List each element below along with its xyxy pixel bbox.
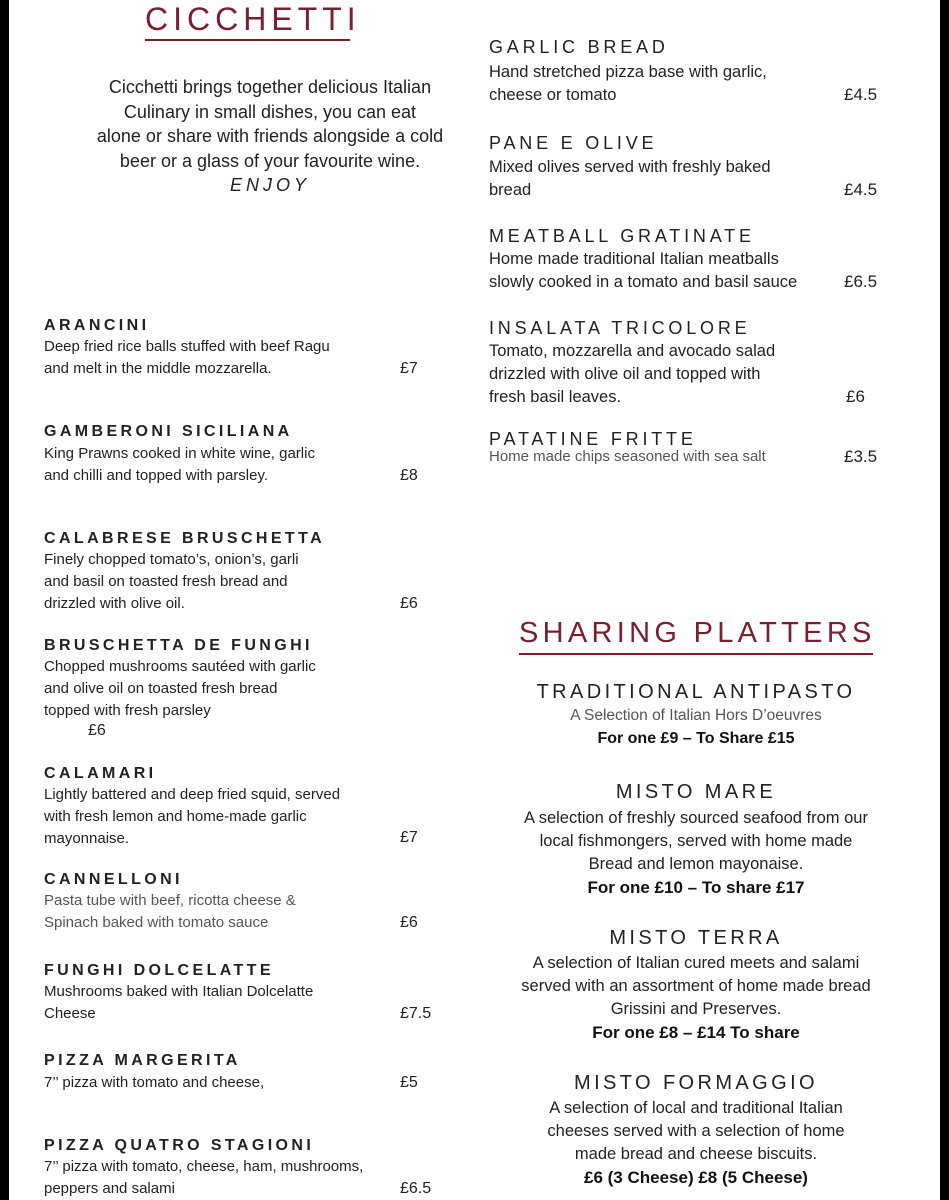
desc-line: topped with fresh parsley xyxy=(44,702,211,719)
desc-line: and chilli and topped with parsley. xyxy=(44,467,269,484)
intro-line: alone or share with friends alongside a cold xyxy=(96,126,444,146)
menu-item-price: £3.5 xyxy=(844,447,878,466)
sharing-platters-title: SHARING PLATTERS xyxy=(519,615,873,655)
menu-item-desc xyxy=(489,61,767,107)
menu-item-name: MEATBALL GRATINATE xyxy=(489,226,755,246)
platter xyxy=(500,1071,892,1189)
platter-name: MISTO MARE xyxy=(615,781,777,803)
menu-item-price: £7 xyxy=(400,360,418,377)
menu-item-price: £6 xyxy=(400,914,418,931)
platter-desc xyxy=(500,1097,892,1166)
platter-name: TRADITIONAL ANTIPASTO xyxy=(536,681,856,703)
desc-line: drizzled with olive oil. xyxy=(44,595,185,612)
desc-line: and melt in the middle mozzarella. xyxy=(44,360,272,377)
intro-line: Cicchetti brings together delicious Italian xyxy=(108,77,432,97)
desc-line: cheeses served with a selection of home xyxy=(547,1122,845,1140)
desc-line: Grissini and Preserves. xyxy=(610,1000,782,1018)
intro-line: beer or a glass of your favourite wine. xyxy=(119,150,421,171)
desc-line: Mixed olives served with freshly baked xyxy=(489,158,771,176)
menu-item-desc xyxy=(44,549,299,615)
menu-item-price: £4.5 xyxy=(844,180,878,199)
menu-item-price: £7 xyxy=(400,829,418,846)
platter-name: MISTO TERRA xyxy=(609,927,783,949)
menu-item-price: £7.5 xyxy=(400,1005,432,1022)
menu-item-price: £6 xyxy=(400,595,418,612)
desc-line: mayonnaise. xyxy=(44,830,130,847)
desc-line: local fishmongers, served with home made xyxy=(539,832,853,850)
desc-line: peppers and salami xyxy=(44,1180,175,1197)
desc-line: and basil on toasted fresh bread and xyxy=(44,573,288,590)
desc-line: slowly cooked in a tomato and basil sauce xyxy=(489,273,798,291)
desc-line: Deep fried rice balls stuffed with beef Ragu xyxy=(44,338,330,355)
platter-desc xyxy=(500,952,892,1021)
cicchetti-intro xyxy=(80,75,460,198)
menu-item-name: GAMBERONI SICILIANA xyxy=(44,423,293,440)
menu-item-desc xyxy=(44,1156,363,1200)
menu-item-desc xyxy=(44,336,330,380)
menu-item-desc xyxy=(44,1072,264,1094)
menu-item-desc xyxy=(44,784,340,850)
menu-item-name: GARLIC BREAD xyxy=(489,37,669,57)
desc-line: Bread and lemon mayonaise. xyxy=(588,855,804,873)
menu-item-desc xyxy=(489,446,766,468)
platter xyxy=(500,926,892,1044)
menu-item-price: £4.5 xyxy=(844,85,878,104)
platter-price: For one £10 – To share £17 xyxy=(587,878,805,897)
menu-item-price: £6.5 xyxy=(400,1180,432,1197)
desc-line: drizzled with olive oil and topped with xyxy=(489,365,761,383)
menu-item-desc xyxy=(44,890,296,934)
desc-line: A selection of local and traditional Italian xyxy=(549,1099,843,1117)
platter-name: MISTO FORMAGGIO xyxy=(574,1072,818,1094)
desc-line: Lightly battered and deep fried squid, served xyxy=(44,786,341,803)
desc-line: Hand stretched pizza base with garlic, xyxy=(489,63,767,81)
menu-item-name: CALAMARI xyxy=(44,765,157,782)
desc-line: A selection of Italian cured meets and salami xyxy=(532,954,860,972)
platter-price: For one £8 – £14 To share xyxy=(592,1023,800,1042)
cicchetti-title: CICCHETTI xyxy=(145,1,350,41)
desc-line: bread xyxy=(489,181,532,199)
platter-desc: A Selection of Italian Hors D’oeuvres xyxy=(570,707,822,724)
menu-item-price: £6 xyxy=(846,387,865,406)
desc-line: Spinach baked with tomato sauce xyxy=(44,914,269,931)
desc-line: Cheese xyxy=(44,1005,96,1022)
menu-item-name: PIZZA QUATRO STAGIONI xyxy=(44,1137,315,1154)
desc-line: Home made chips seasoned with sea salt xyxy=(489,448,766,465)
menu-item-name: CALABRESE BRUSCHETTA xyxy=(44,530,326,547)
desc-line: cheese or tomato xyxy=(489,86,617,104)
platter-desc xyxy=(500,807,892,876)
menu-item-price: £8 xyxy=(400,467,418,484)
menu-item-price: £5 xyxy=(400,1074,418,1091)
menu-item-desc xyxy=(489,156,771,202)
desc-line: A selection of freshly sourced seafood from our xyxy=(524,809,868,827)
desc-line: Chopped mushrooms sautéed with garlic xyxy=(44,658,316,675)
menu-item-price: £6.5 xyxy=(844,272,878,291)
menu-item-name: PATATINE FRITTE xyxy=(489,429,697,449)
platter xyxy=(500,680,892,750)
desc-line: with fresh lemon and home-made garlic xyxy=(44,808,307,825)
menu-item-name: FUNGHI DOLCELATTE xyxy=(44,962,274,979)
menu-item-name: PANE E OLIVE xyxy=(489,133,658,153)
menu-item-desc xyxy=(489,248,797,294)
desc-line: fresh basil leaves. xyxy=(489,388,622,406)
desc-line: made bread and cheese biscuits. xyxy=(574,1145,818,1163)
menu-item-price: £6 xyxy=(88,722,106,739)
intro-line: Culinary in small dishes, you can eat xyxy=(123,101,417,122)
desc-line: Mushrooms baked with Italian Dolcelatte xyxy=(44,983,314,1000)
menu-item-desc xyxy=(489,340,775,409)
menu-item-name: INSALATA TRICOLORE xyxy=(489,318,751,338)
desc-line: and olive oil on toasted fresh bread xyxy=(44,680,278,697)
platter-price: For one £9 – To Share £15 xyxy=(597,730,795,747)
desc-line: Home made traditional Italian meatballs xyxy=(489,250,779,268)
desc-line: 7’’ pizza with tomato, cheese, ham, mushrooms, xyxy=(44,1158,364,1175)
menu-item-name: BRUSCHETTA DE FUNGHI xyxy=(44,637,313,654)
desc-line: Pasta tube with beef, ricotta cheese & xyxy=(44,892,296,909)
platter xyxy=(500,780,892,899)
platter-price: £6 (3 Cheese) £8 (5 Cheese) xyxy=(584,1168,808,1187)
enjoy-text: ENJOY xyxy=(229,175,310,195)
left-border xyxy=(0,0,9,1200)
menu-item-name: CANNELLONI xyxy=(44,871,183,888)
desc-line: Finely chopped tomato’s, onion’s, garli xyxy=(44,551,299,568)
desc-line: served with an assortment of home made bread xyxy=(521,977,871,995)
menu-item-desc xyxy=(44,656,316,722)
menu-item-name: ARANCINI xyxy=(44,317,150,334)
menu-item-desc xyxy=(44,443,315,487)
desc-line: 7’’ pizza with tomato and cheese, xyxy=(44,1074,265,1091)
desc-line: King Prawns cooked in white wine, garlic xyxy=(44,445,315,462)
right-border xyxy=(940,0,949,1200)
menu-item-desc xyxy=(44,981,313,1025)
desc-line: Tomato, mozzarella and avocado salad xyxy=(489,342,776,360)
menu-item-name: PIZZA MARGERITA xyxy=(44,1052,241,1069)
